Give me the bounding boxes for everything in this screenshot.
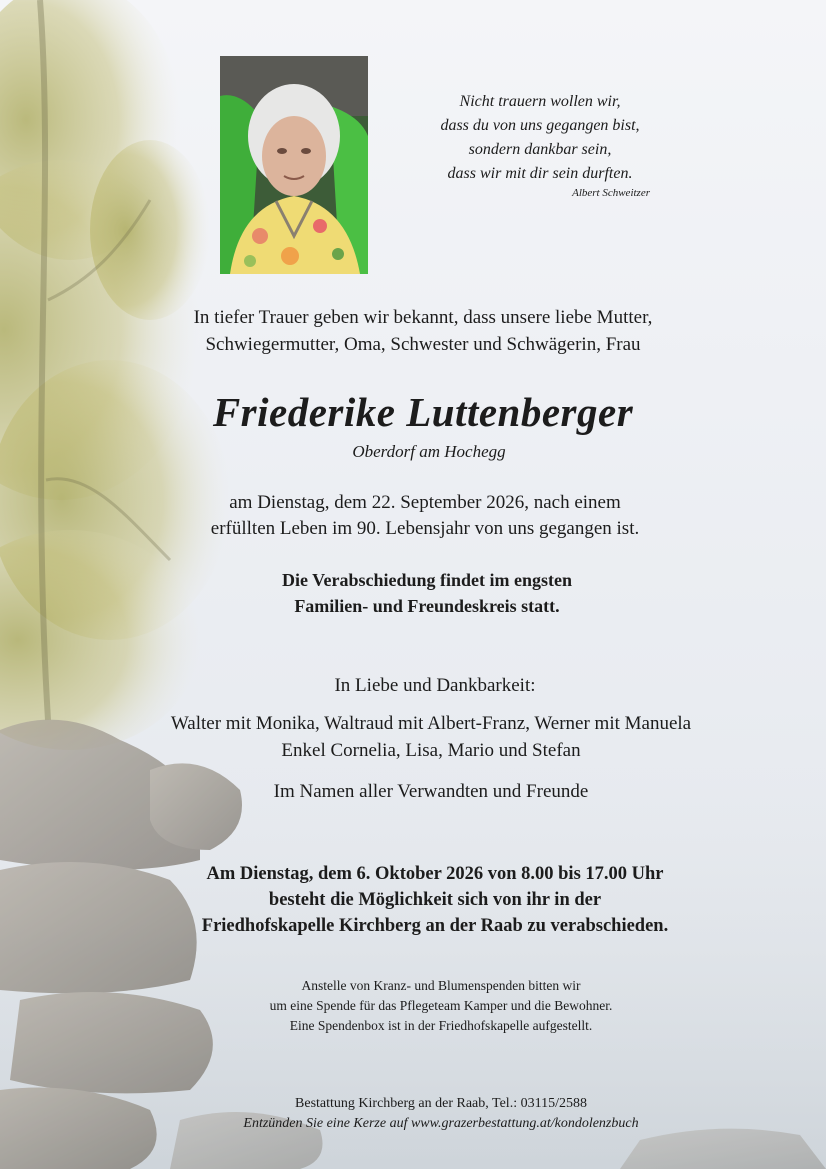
undertaker-info: Bestattung Kirchberg an der Raab, Tel.: 03115/2588 — [295, 1096, 587, 1111]
family-list — [0, 710, 826, 764]
on-behalf-line: Im Namen aller Verwandten und Freunde — [273, 781, 589, 802]
footer — [0, 1094, 826, 1134]
condolence-link[interactable]: Entzünden Sie eine Kerze auf www.grazerbestattung.at/kondolenzbuch — [243, 1116, 639, 1131]
farewell-line: Familien- und Freundeskreis statt. — [294, 596, 560, 616]
family-line: Enkel Cornelia, Lisa, Mario und Stefan — [281, 740, 581, 761]
death-notice-line: am Dienstag, dem 22. September 2026, nach einem — [229, 492, 621, 513]
deceased-place: Oberdorf am Hochegg — [352, 442, 506, 461]
donation-notice — [0, 976, 826, 1036]
death-notice — [0, 490, 826, 542]
portrait-photo — [220, 56, 368, 274]
farewell-line: Die Verabschiedung findet im engsten — [281, 570, 573, 590]
portrait-photo-icon — [220, 56, 368, 274]
quote-line: sondern dankbar sein, — [468, 141, 612, 158]
donation-line: um eine Spende für das Pflegeteam Kamper und die Bewohner. — [269, 998, 613, 1013]
love-line: In Liebe und Dankbarkeit: — [334, 675, 536, 696]
quote-line: dass wir mit dir sein durften. — [447, 165, 633, 182]
announcement-intro — [0, 304, 826, 358]
family-line: Walter mit Monika, Waltraud mit Albert-Franz, Werner mit Manuela — [170, 713, 692, 734]
viewing-line: Friedhofskapelle Kirchberg an der Raab zu verabschieden. — [201, 916, 669, 936]
viewing-notice — [0, 861, 826, 939]
viewing-line: besteht die Möglichkeit sich von ihr in der — [268, 890, 602, 910]
viewing-line: Am Dienstag, dem 6. Oktober 2026 von 8.00 bis 17.00 Uhr — [206, 864, 664, 884]
donation-line: Anstelle von Kranz- und Blumenspenden bitten wir — [301, 978, 581, 993]
quote-author: Albert Schweitzer — [572, 187, 650, 199]
farewell-notice — [0, 567, 826, 619]
intro-line: In tiefer Trauer geben wir bekannt, dass unsere liebe Mutter, — [193, 307, 653, 328]
deceased-name: Friederike Luttenberger — [212, 389, 634, 435]
donation-line: Eine Spendenbox ist in der Friedhofskapelle aufgestellt. — [289, 1018, 593, 1033]
quote-line: Nicht trauern wollen wir, — [459, 93, 621, 110]
quote-line: dass du von uns gegangen bist, — [440, 117, 640, 134]
death-notice-line: erfüllten Leben im 90. Lebensjahr von uns gegangen ist. — [210, 518, 640, 539]
quote — [400, 90, 680, 200]
intro-line: Schwiegermutter, Oma, Schwester und Schwägerin, Frau — [205, 334, 641, 355]
